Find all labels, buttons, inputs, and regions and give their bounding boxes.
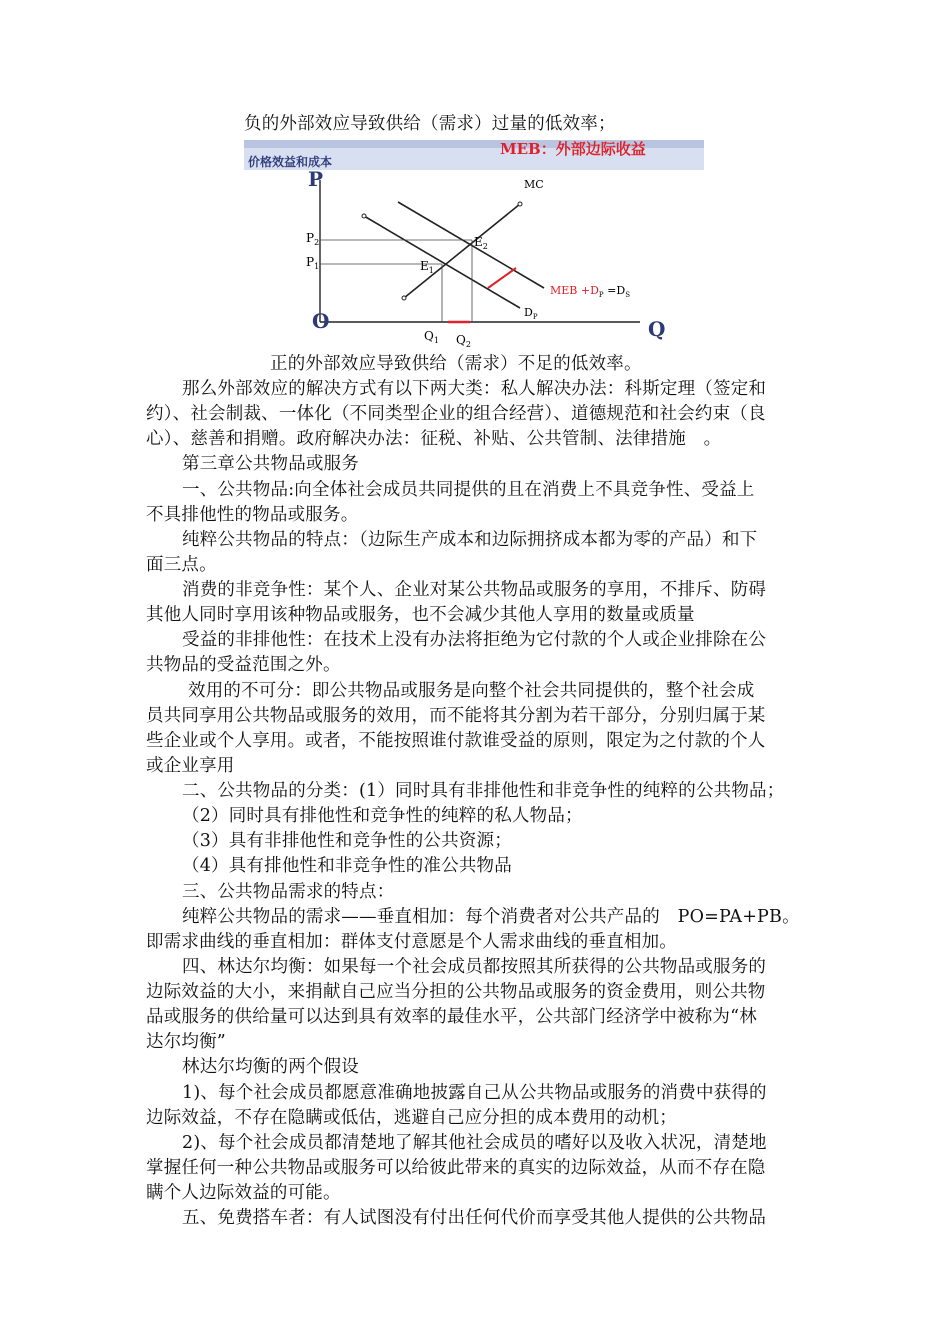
label-q2: $Q_2$ <box>456 333 471 349</box>
paragraph-line: 品或服务的供给量可以达到具有效率的最佳水平，公共部门经济学中被称为“林 <box>146 1007 757 1027</box>
mc-endpoint-low <box>402 296 406 300</box>
paragraph-line: 边际效益的大小，来捐献自己应当分担的公共物品或服务的资金费用，则公共物 <box>146 982 766 1002</box>
banner-right-text: MEB：外部边际收益 <box>500 140 646 158</box>
paragraph-line: 五、免费搭车者：有人试图没有付出任何代价而享受其他人提供的公共物品 <box>182 1208 767 1228</box>
mc-endpoint-high <box>518 202 522 206</box>
label-e2: $E_2$ <box>474 235 488 251</box>
paragraph-line: 些企业或个人享用。或者，不能按照谁付款谁受益的原则，限定为之付款的个人 <box>146 731 766 751</box>
paragraph-line: 心）、慈善和捐赠。政府解决办法：征税、补贴、公共管制、法律措施 。 <box>146 429 722 449</box>
list-item: （4）具有排他性和非竞争性的准公共物品 <box>182 856 512 876</box>
label-p1: $P_1$ <box>306 255 320 271</box>
label-q1: $Q_1$ <box>424 329 439 345</box>
paragraph-line: 林达尔均衡的两个假设 <box>182 1057 359 1077</box>
paragraph-line: 受益的非排他性：在技术上没有办法将拒绝为它付款的个人或企业排除在公 <box>182 630 767 650</box>
paragraph-line: 约）、社会制裁、一体化（不同类型企业的组合经营）、道德规范和社会约束（良 <box>146 404 766 424</box>
paragraph-line: 或企业享用 <box>146 756 235 776</box>
paragraph-line: 纯粹公共物品的特点：（边际生产成本和边际拥挤成本都为零的产品）和下 <box>182 530 758 550</box>
label-p2: $P_2$ <box>306 231 320 247</box>
axis-label-o: O <box>312 309 330 333</box>
paragraph-line: 共物品的受益范围之外。 <box>146 655 341 675</box>
paragraph-line: 纯粹公共物品的需求——垂直相加：每个消费者对公共产品的 PO=PA+PB。 <box>182 907 800 927</box>
label-dp: $D_P$ <box>524 306 538 321</box>
diagram-svg <box>244 140 704 352</box>
mc-curve <box>404 204 520 298</box>
list-item: （2）同时具有排他性和竞争性的纯粹的私人物品； <box>182 806 583 826</box>
label-mc: MC <box>524 178 544 191</box>
ds-curve <box>398 202 544 288</box>
meb-gap-marker <box>488 268 516 288</box>
paragraph-line: 员共同享用公共物品或服务的效用，而不能将其分割为若干部分，分别归属于某 <box>146 706 766 726</box>
paragraph-line: 二、公共物品的分类：(1）同时具有非排他性和非竞争性的纯粹的公共物品； <box>182 781 785 801</box>
label-ds: MEB $+D_P =D_S$ <box>550 284 630 299</box>
list-item: （3）具有非排他性和竞争性的公共资源； <box>182 831 512 851</box>
banner-left-text: 价格效益和成本 <box>248 155 333 169</box>
chapter-heading: 第三章公共物品或服务 <box>182 454 359 474</box>
paragraph-line: 达尔均衡” <box>146 1032 226 1052</box>
label-e1: $E_1$ <box>420 259 434 275</box>
paragraph-line: 四、林达尔均衡：如果每一个社会成员都按照其所获得的公共物品或服务的 <box>182 957 767 977</box>
paragraph-line: 面三点。 <box>146 555 217 575</box>
paragraph-line: 掌握任何一种公共物品或服务可以给彼此带来的真实的边际效益，从而不存在隐 <box>146 1158 766 1178</box>
paragraph-line: 不具排他性的物品或服务。 <box>146 505 359 525</box>
caption-top: 负的外部效应导致供给（需求）过量的低效率； <box>244 114 616 134</box>
paragraph-line: 消费的非竞争性：某个人、企业对某公共物品或服务的享用，不排斥、防碍 <box>182 580 767 600</box>
paragraph-line: 2)、每个社会成员都清楚地了解其他社会成员的嗜好以及收入状况，清楚地 <box>182 1133 767 1153</box>
paragraph-line: 边际效益，不存在隐瞒或低估，逃避自己应分担的成本费用的动机； <box>146 1108 677 1128</box>
paragraph-line: 即需求曲线的垂直相加：群体支付意愿是个人需求曲线的垂直相加。 <box>146 932 677 952</box>
paragraph-line: 1)、每个社会成员都愿意准确地披露自己从公共物品或服务的消费中获得的 <box>182 1083 767 1103</box>
paragraph-line: 其他人同时享用该种物品或服务，也不会减少其他人享用的数量或质量 <box>146 605 695 625</box>
paragraph-line: 一、公共物品:向全体社会成员共同提供的且在消费上不具竞争性、受益上 <box>182 480 755 500</box>
externality-diagram <box>244 140 704 352</box>
paragraph-line: 三、公共物品需求的特点： <box>182 882 395 902</box>
dp-endpoint <box>362 214 366 218</box>
axis-label-q: Q <box>648 317 666 341</box>
paragraph-line: 瞒个人边际效益的可能。 <box>146 1183 341 1203</box>
paragraph-line: 效用的不可分：即公共物品或服务是向整个社会共同提供的，整个社会成 <box>188 681 755 701</box>
paragraph-line: 那么外部效应的解决方式有以下两大类：私人解决办法：科斯定理（签定和 <box>182 379 767 399</box>
caption-bottom: 正的外部效应导致供给（需求）不足的低效率。 <box>270 354 642 374</box>
axis-label-p: P <box>308 167 324 191</box>
